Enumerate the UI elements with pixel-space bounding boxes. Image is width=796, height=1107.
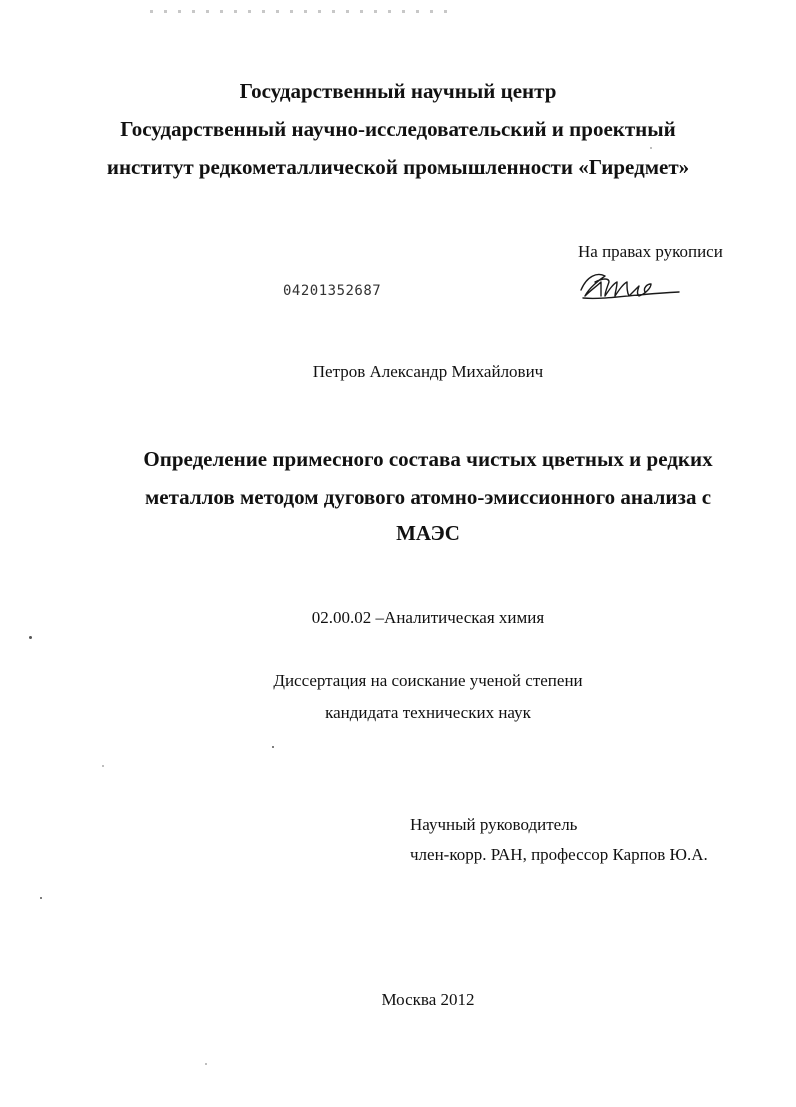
title-line-1: Определение примесного состава чистых цветных и редких: [143, 447, 713, 471]
manuscript-note: На правах рукописи: [578, 242, 723, 261]
scan-speck: [650, 147, 652, 149]
scan-speck: [205, 1063, 207, 1065]
title-line-2: металлов методом дугового атомно-эмиссионного анализа с: [144, 485, 712, 509]
specialty-code: 02.00.02 –Аналитическая химия: [311, 608, 545, 627]
degree-line-2: кандидата технических наук: [325, 703, 531, 722]
institution-line-3: институт редкометаллической промышленности «Гиредмет»: [106, 155, 690, 179]
institution-line-2: Государственный научно-исследовательский и проектный: [120, 117, 676, 141]
supervisor-label: Научный руководитель: [410, 815, 578, 834]
scan-speck: [29, 636, 32, 639]
institution-line-1: Государственный научный центр: [239, 79, 557, 103]
scan-speck: [102, 765, 104, 767]
supervisor-name: член-корр. РАН, профессор Карпов Ю.А.: [410, 845, 708, 864]
scan-speck: [272, 746, 274, 748]
catalog-number: 04201352687: [283, 283, 382, 299]
signature-mark: [575, 268, 685, 304]
author-name: Петров Александр Михайлович: [312, 362, 544, 381]
degree-line-1: Диссертация на соискание ученой степени: [273, 671, 583, 690]
title-line-3: МАЭС: [396, 521, 460, 545]
scan-artifact-line: [150, 10, 450, 13]
place-and-year: Москва 2012: [381, 990, 475, 1009]
scan-speck: [40, 897, 42, 899]
